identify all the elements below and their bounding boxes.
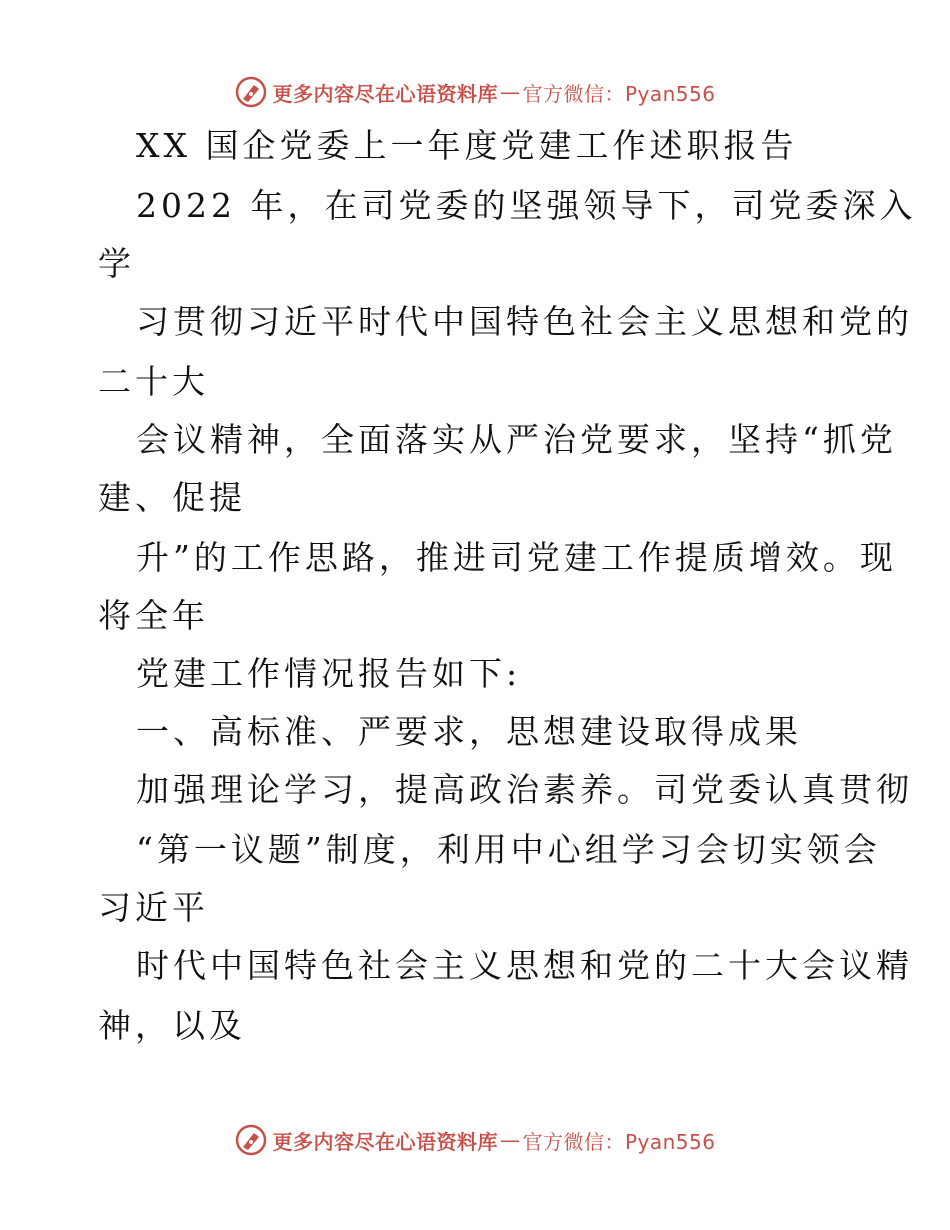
paragraph-line: “第一议题”制度，利用中心组学习会切实领会: [136, 830, 881, 869]
paragraph-line: 会议精神，全面落实从严治党要求，坚持“抓党: [136, 420, 897, 459]
paragraph-line: 习近平: [98, 888, 209, 927]
paragraph-line: 习贯彻习近平时代中国特色社会主义思想和党的: [136, 302, 913, 341]
paragraph-line: 时代中国特色社会主义思想和党的二十大会议精: [136, 946, 913, 985]
paragraph-line: 二十大: [98, 362, 209, 401]
paragraph-line: 2022 年，在司党委的坚强领导下，司党委深入: [136, 186, 917, 225]
pen-nib-logo-icon: [234, 1123, 268, 1157]
watermark-wechat: 官方微信：Pyan556: [522, 81, 716, 106]
paragraph-line: 建、促提: [98, 478, 246, 517]
header-watermark: [0, 72, 950, 112]
section-heading: 一、高标准、严要求，思想建设取得成果: [136, 712, 802, 751]
paragraph-line: 神，以及: [98, 1006, 246, 1045]
watermark-separator: —: [499, 1128, 521, 1152]
paragraph-line: 党建工作情况报告如下:: [136, 654, 522, 693]
paragraph-line: 将全年: [98, 596, 209, 635]
watermark-text: 更多内容尽在心语资料库: [272, 1129, 498, 1154]
document-title: XX 国企党委上一年度党建工作述职报告: [136, 126, 798, 165]
watermark-wechat: 官方微信：Pyan556: [522, 1129, 716, 1154]
paragraph-line: 学: [98, 244, 135, 283]
pen-nib-logo-icon: [234, 75, 268, 109]
watermark-separator: —: [499, 80, 521, 104]
watermark-text: 更多内容尽在心语资料库: [272, 81, 498, 106]
paragraph-line: 升”的工作思路，推进司党建工作提质增效。现: [136, 538, 897, 577]
paragraph-line: 加强理论学习，提高政治素养。司党委认真贯彻: [136, 770, 913, 809]
footer-watermark: [0, 1120, 950, 1160]
